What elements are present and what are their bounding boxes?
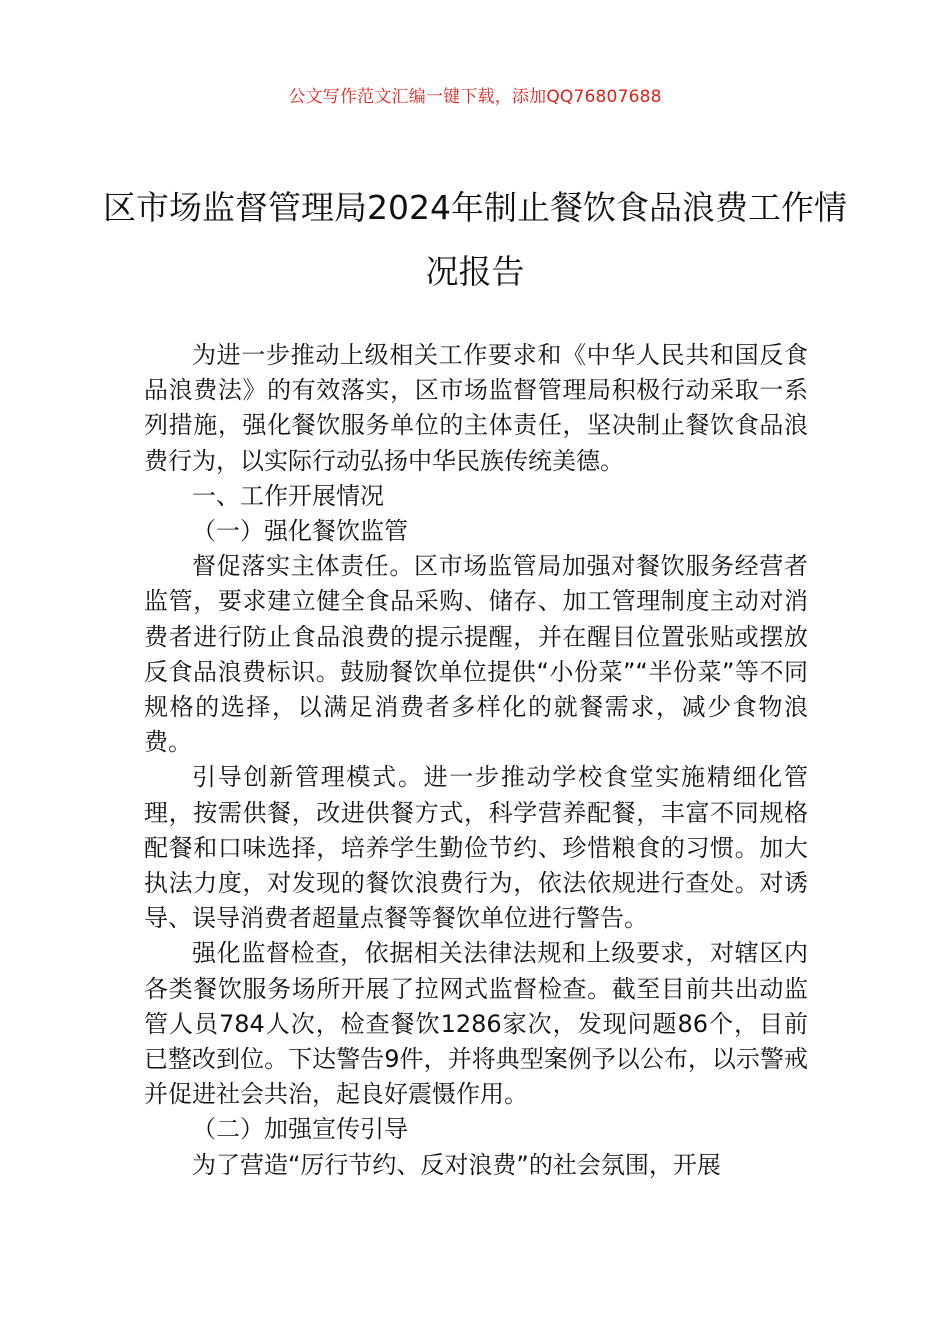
body-paragraph: 引导创新管理模式。进一步推动学校食堂实施精细化管理，按需供餐，改进供餐方式，科学营养配餐，丰富不同规格配餐和口味选择，培养学生勤俭节约、珍惜粮食的习惯。加大执法力度，对发现的餐饮浪费行为，依法依规进行查处。对诱导、误导消费者超量点餐等餐饮单位进行警告。 — [144, 763, 808, 933]
document-body — [144, 338, 808, 1183]
body-paragraph: 强化监督检查，依据相关法律法规和上级要求，对辖区内各类餐饮服务场所开展了拉网式监督检查。截至目前共出动监管人员784人次，检查餐饮1286家次，发现问题86个，目前已整改到位。下达警告9件，并将典型案例予以公布，以示警戒并促进社会共治，起良好震慑作用。 — [144, 939, 808, 1109]
intro-paragraph: 为进一步推动上级相关工作要求和《中华人民共和国反食品浪费法》的有效落实，区市场监督管理局积极行动采取一系列措施，强化餐饮服务单位的主体责任，坚决制止餐饮食品浪费行为，以实际行动弘扬中华民族传统美德。 — [144, 341, 808, 475]
document-title: 区市场监督管理局2024年制止餐饮食品浪费工作情况报告 — [103, 188, 847, 291]
download-banner: 公文写作范文汇编一键下载，添加QQ76807688 — [288, 87, 662, 107]
subsection-heading-1: （一）强化餐饮监管 — [192, 517, 408, 546]
body-paragraph: 为了营造“厉行节约、反对浪费”的社会氛围，开展 — [192, 1150, 721, 1179]
body-paragraph: 督促落实主体责任。区市场监管局加强对餐饮服务经营者监管，要求建立健全食品采购、储存、加工管理制度主动对消费者进行防止食品浪费的提示提醒，并在醒目位置张贴或摆放反食品浪费标识。鼓励餐饮单位提供“小份菜”“半份菜”等不同规格的选择，以满足消费者多样化的就餐需求，减少食物浪费。 — [144, 552, 808, 757]
subsection-heading-2: （二）加强宣传引导 — [192, 1115, 408, 1144]
section-heading-1: 一、工作开展情况 — [192, 481, 384, 510]
